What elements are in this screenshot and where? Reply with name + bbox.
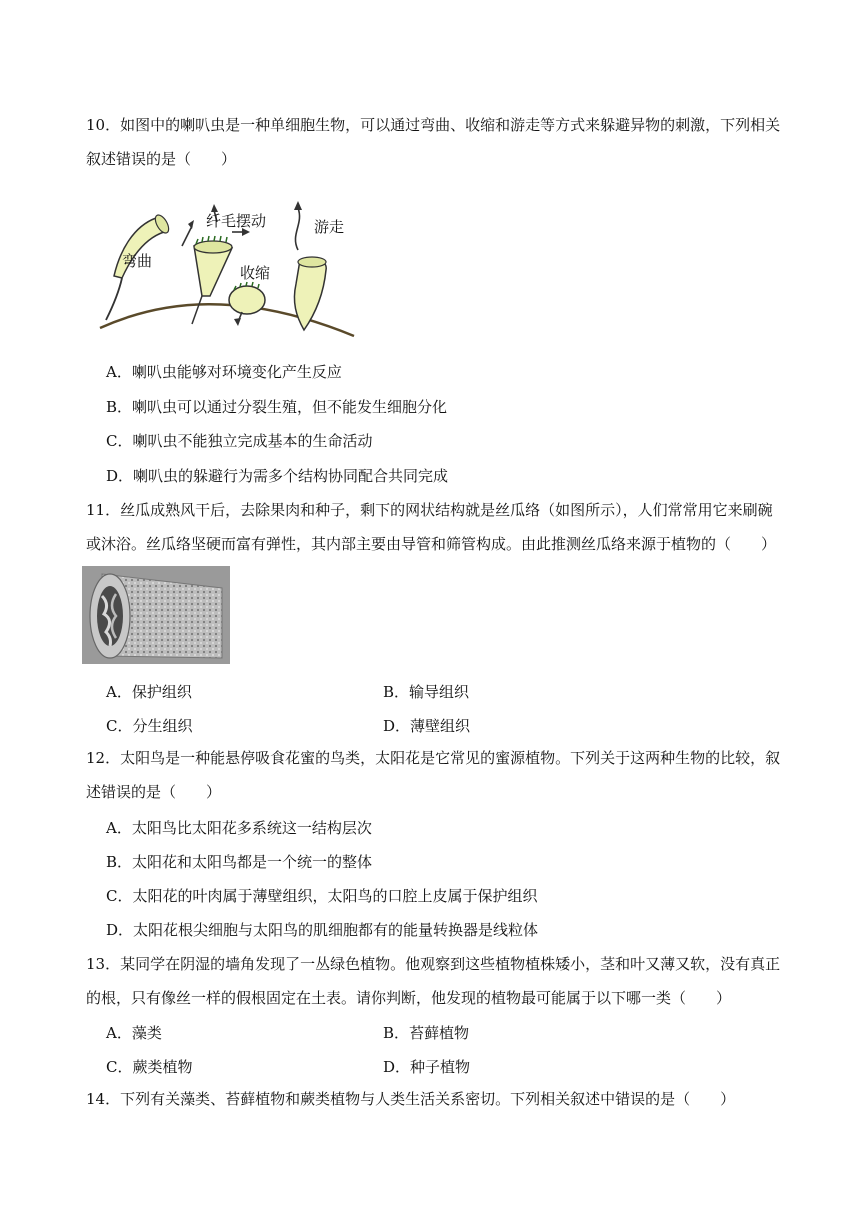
question-12-option-a: A．太阳鸟比太阳花多系统这一结构层次 (106, 819, 372, 837)
question-11-option-d: D．薄壁组织 (383, 717, 471, 735)
trumpet-animalcule-figure (92, 198, 362, 340)
question-11-option-c: C．分生组织 (106, 717, 193, 735)
question-10-option-b: B．喇叭虫可以通过分裂生殖，但不能发生细胞分化 (106, 398, 448, 416)
question-13-option-a: A．藻类 (106, 1024, 162, 1042)
question-11-stem: 11．丝瓜成熟风干后，去除果肉和种子，剩下的网状结构就是丝瓜络（如图所示），人们常常用它来刷碗或沐浴。丝瓜络坚硬而富有弹性，其内部主要由导管和筛管构成。由此推测丝瓜络来源于植物的（ ） (86, 501, 777, 553)
figure-label-bend: 弯曲 (122, 252, 153, 270)
question-13-stem: 13．某同学在阴湿的墙角发现了一丛绿色植物。他观察到这些植物植株矮小，茎和叶又薄又软，没有真正的根，只有像丝一样的假根固定在土表。请你判断，他发现的植物最可能属于以下哪一类（ ） (86, 955, 781, 1007)
question-10-option-c: C．喇叭虫不能独立完成基本的生命活动 (106, 432, 373, 450)
figure-label-swim: 游走 (314, 218, 345, 236)
question-12-option-d: D．太阳花根尖细胞与太阳鸟的肌细胞都有的能量转换器是线粒体 (106, 921, 539, 939)
figure-label-contract: 收缩 (240, 264, 271, 282)
question-10-stem: 10．如图中的喇叭虫是一种单细胞生物，可以通过弯曲、收缩和游走等方式来躲避异物的刺激，下列相关叙述错误的是（ ） (86, 116, 781, 168)
figure-label-cilia: 纤毛摆动 (206, 212, 267, 230)
question-14-stem: 14．下列有关藻类、苔藓植物和蕨类植物与人类生活关系密切。下列相关叙述中错误的是（ ） (86, 1090, 736, 1108)
question-13-option-c: C．蕨类植物 (106, 1058, 193, 1076)
question-10-option-d: D．喇叭虫的躲避行为需多个结构协同配合共同完成 (106, 467, 449, 485)
question-11-option-b: B．输导组织 (383, 683, 470, 701)
question-13-option-b: B．苔藓植物 (383, 1024, 470, 1042)
question-10-option-a: A．喇叭虫能够对环境变化产生反应 (106, 363, 342, 381)
question-12-stem: 12．太阳鸟是一种能悬停吸食花蜜的鸟类，太阳花是它常见的蜜源植物。下列关于这两种生物的比较，叙述错误的是（ ） (86, 749, 781, 801)
question-13-option-d: D．种子植物 (383, 1058, 471, 1076)
loofah-sponge-photo (82, 566, 230, 664)
question-12-option-b: B．太阳花和太阳鸟都是一个统一的整体 (106, 853, 373, 871)
question-11-option-a: A．保护组织 (106, 683, 192, 701)
question-12-option-c: C．太阳花的叶肉属于薄壁组织，太阳鸟的口腔上皮属于保护组织 (106, 887, 538, 905)
